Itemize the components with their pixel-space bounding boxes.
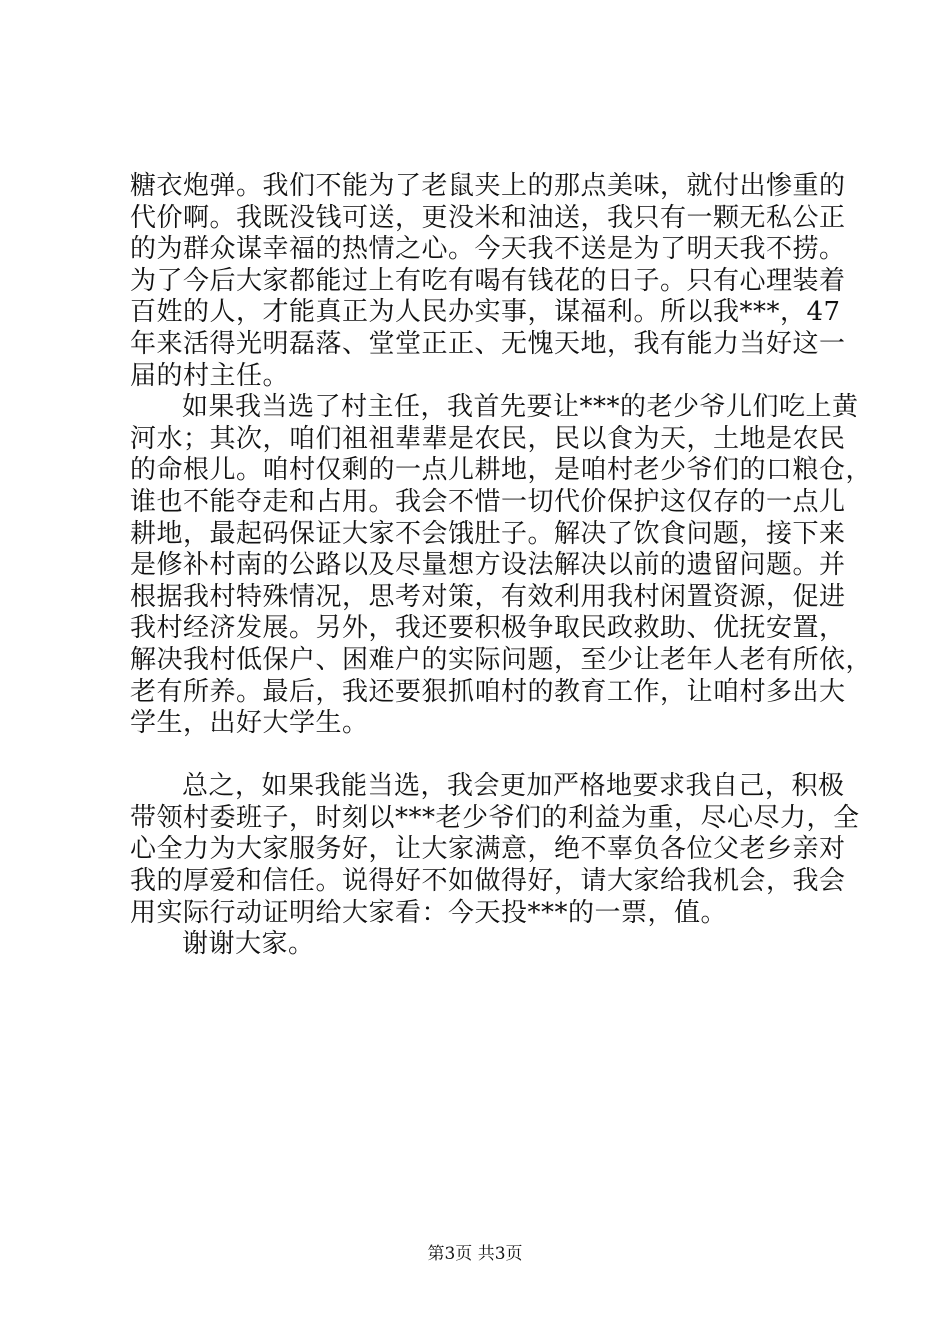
text-line: 根据我村特殊情况，思考对策，有效利用我村闲置资源，促进 bbox=[130, 581, 846, 612]
page-footer bbox=[0, 1243, 950, 1265]
text-line: 老有所养。最后，我还要狠抓咱村的教育工作，让咱村多出大 bbox=[130, 676, 846, 707]
text-line: 耕地，最起码保证大家不会饿肚子。解决了饮食问题，接下来 bbox=[130, 518, 846, 549]
text-line: 谁也不能夺走和占用。我会不惜一切代价保护这仅存的一点儿 bbox=[130, 486, 846, 517]
text-line: 河水；其次，咱们祖祖辈辈是农民，民以食为天，土地是农民 bbox=[130, 423, 846, 454]
text-line bbox=[130, 740, 830, 772]
paragraph-4 bbox=[130, 929, 830, 961]
text-line: 用实际行动证明给大家看：今天投***的一票，值。 bbox=[130, 897, 728, 928]
text-line: 总之，如果我能当选，我会更加严格地要求我自己，积极 bbox=[182, 771, 845, 802]
text-line: 届的村主任。 bbox=[130, 360, 290, 391]
text-line: 为了今后大家都能过上有吃有喝有钱花的日子。只有心理装着 bbox=[130, 265, 846, 296]
paragraph-2 bbox=[130, 392, 873, 771]
text-line: 糖衣炮弹。我们不能为了老鼠夹上的那点美味，就付出惨重的 bbox=[130, 171, 846, 201]
text-line: 年来活得光明磊落、堂堂正正、无愧天地，我有能力当好这一 bbox=[130, 328, 846, 359]
text-line: 我的厚爱和信任。说得好不如做得好，请大家给我机会，我会 bbox=[130, 866, 846, 897]
text-line: 如果我当选了村主任，我首先要让***的老少爷儿们吃上黄 bbox=[182, 392, 859, 423]
text-line: 谢谢大家。 bbox=[182, 929, 315, 960]
text-line: 学生，出好大学生。 bbox=[130, 708, 369, 739]
text-line: 解决我村低保户、困难户的实际问题，至少让老年人老有所依， bbox=[130, 644, 873, 675]
text-line: 代价啊。我既没钱可送，更没米和油送，我只有一颗无私公正 bbox=[130, 202, 846, 233]
text-line: 的为群众谋幸福的热情之心。今天我不送是为了明天我不捞。 bbox=[130, 234, 846, 265]
page-number-label: 第3页 共3页 bbox=[427, 1244, 523, 1264]
text-line: 我村经济发展。另外，我还要积极争取民政救助、优抚安置， bbox=[130, 613, 846, 644]
paragraph-3 bbox=[130, 771, 860, 929]
paragraph-1 bbox=[130, 171, 846, 392]
document-body bbox=[130, 171, 873, 961]
text-line: 心全力为大家服务好，让大家满意，绝不辜负各位父老乡亲对 bbox=[130, 834, 846, 865]
text-line: 的命根儿。咱村仅剩的一点儿耕地，是咱村老少爷们的口粮仓， bbox=[130, 455, 873, 486]
text-line: 百姓的人，才能真正为人民办实事，谋福利。所以我***，47 bbox=[130, 297, 841, 328]
text-line: 带领村委班子，时刻以***老少爷们的利益为重，尽心尽力，全 bbox=[130, 802, 860, 833]
text-line: 是修补村南的公路以及尽量想方设法解决以前的遗留问题。并 bbox=[130, 550, 846, 581]
